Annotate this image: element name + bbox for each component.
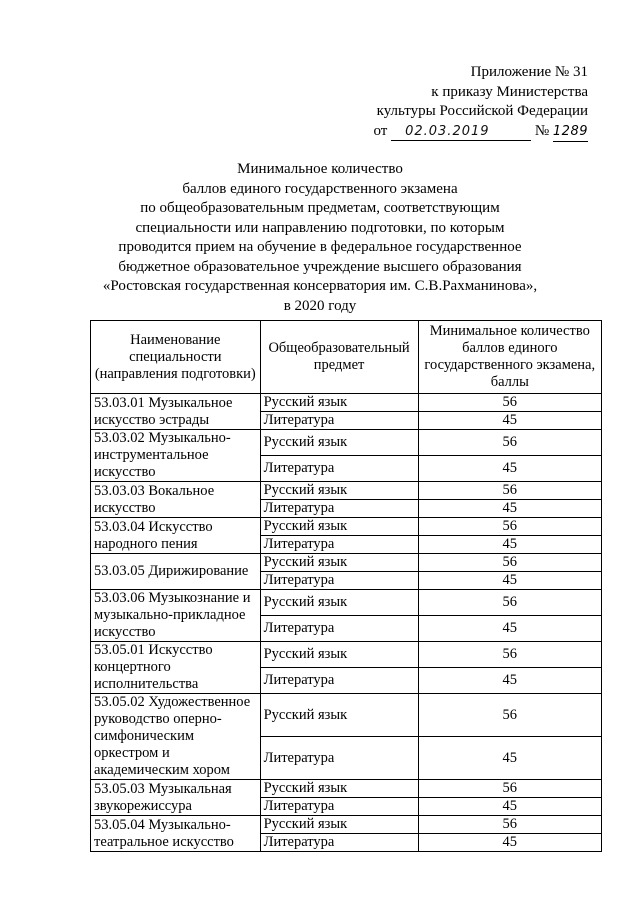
score-cell: 45 bbox=[418, 834, 601, 852]
document-title bbox=[80, 160, 560, 316]
title-line: специальности или направлению подготовки, по которым bbox=[135, 219, 505, 236]
score-cell: 56 bbox=[418, 642, 601, 668]
table-row bbox=[91, 590, 602, 616]
score-cell: 45 bbox=[418, 456, 601, 482]
subject-cell: Литература bbox=[260, 834, 418, 852]
score-cell: 56 bbox=[418, 816, 601, 834]
score-cell: 56 bbox=[418, 394, 601, 412]
subject-cell: Русский язык bbox=[260, 816, 418, 834]
specialty-cell: 53.03.05 Дирижирование bbox=[91, 554, 261, 590]
specialty-cell: 53.03.04 Искусство народного пения bbox=[91, 518, 261, 554]
subject-cell: Литература bbox=[260, 412, 418, 430]
score-cell: 56 bbox=[418, 482, 601, 500]
table-row bbox=[91, 642, 602, 668]
score-cell: 56 bbox=[418, 518, 601, 536]
score-cell: 45 bbox=[418, 572, 601, 590]
scores-table bbox=[90, 320, 602, 852]
score-cell: 45 bbox=[418, 536, 601, 554]
header-specialty: Наименование специальности (направления подготовки) bbox=[91, 321, 261, 394]
score-cell: 45 bbox=[418, 798, 601, 816]
title-line: «Ростовская государственная консерватория им. С.В.Рахманинова», bbox=[102, 278, 538, 294]
subject-cell: Литература bbox=[260, 616, 418, 642]
table-row bbox=[91, 554, 602, 572]
table-row bbox=[91, 518, 602, 536]
score-cell: 45 bbox=[418, 668, 601, 694]
title-line: бюджетное образовательное учреждение высшего образования bbox=[118, 258, 522, 275]
table-header-row bbox=[91, 321, 602, 394]
subject-cell: Русский язык bbox=[260, 518, 418, 536]
specialty-cell: 53.05.03 Музыкальная звукорежиссура bbox=[91, 780, 261, 816]
appendix-date-number bbox=[373, 122, 588, 142]
subject-cell: Литература bbox=[260, 798, 418, 816]
subject-cell: Русский язык bbox=[260, 780, 418, 798]
specialty-cell: 53.03.06 Музыкознание и музыкально-прикладное искусство bbox=[91, 590, 261, 642]
from-label: от bbox=[373, 122, 388, 139]
score-cell: 45 bbox=[418, 412, 601, 430]
subject-cell: Русский язык bbox=[260, 394, 418, 412]
header-subject: Общеобразовательный предмет bbox=[260, 321, 418, 394]
subject-cell: Русский язык bbox=[260, 430, 418, 456]
number-label: № bbox=[534, 122, 550, 139]
specialty-cell: 53.05.02 Художественное руководство оперно-симфоническим оркестром и академическим хором bbox=[91, 694, 261, 780]
table-row bbox=[91, 430, 602, 456]
score-cell: 45 bbox=[418, 737, 601, 780]
score-cell: 56 bbox=[418, 430, 601, 456]
score-cell: 45 bbox=[418, 616, 601, 642]
title-line: по общеобразовательным предметам, соответствующим bbox=[140, 200, 500, 216]
table-row bbox=[91, 816, 602, 834]
appendix-header bbox=[373, 63, 588, 142]
specialty-cell: 53.03.02 Музыкально-инструментальное искусство bbox=[91, 430, 261, 482]
subject-cell: Литература bbox=[260, 456, 418, 482]
subject-cell: Русский язык bbox=[260, 590, 418, 616]
score-cell: 56 bbox=[418, 590, 601, 616]
score-cell: 56 bbox=[418, 694, 601, 737]
title-line: проводится прием на обучение в федеральное государственное bbox=[118, 239, 522, 255]
specialty-cell: 53.05.01 Искусство концертного исполнительства bbox=[91, 642, 261, 694]
subject-cell: Литература bbox=[260, 500, 418, 518]
table-row bbox=[91, 482, 602, 500]
specialty-cell: 53.05.04 Музыкально-театральное искусство bbox=[91, 816, 261, 852]
handwritten-date: 02.03.2019 bbox=[391, 124, 531, 141]
table-row bbox=[91, 694, 602, 737]
table-row bbox=[91, 780, 602, 798]
title-line: Минимальное количество bbox=[237, 161, 403, 177]
subject-cell: Литература bbox=[260, 572, 418, 590]
handwritten-number: 1289 bbox=[553, 124, 588, 142]
table-body bbox=[91, 394, 602, 852]
subject-cell: Литература bbox=[260, 737, 418, 780]
header-score: Минимальное количество баллов единого государственного экзамена, баллы bbox=[418, 321, 601, 394]
specialty-cell: 53.03.01 Музыкальное искусство эстрады bbox=[91, 394, 261, 430]
score-cell: 56 bbox=[418, 780, 601, 798]
table-row bbox=[91, 394, 602, 412]
subject-cell: Русский язык bbox=[260, 694, 418, 737]
title-line: в 2020 году bbox=[283, 297, 357, 314]
appendix-order-ref: к приказу Министерства bbox=[431, 83, 588, 100]
subject-cell: Литература bbox=[260, 668, 418, 694]
appendix-ministry: культуры Российской Федерации bbox=[376, 103, 588, 119]
specialty-cell: 53.03.03 Вокальное искусство bbox=[91, 482, 261, 518]
score-cell: 56 bbox=[418, 554, 601, 572]
title-line: баллов единого государственного экзамена bbox=[182, 180, 458, 197]
subject-cell: Литература bbox=[260, 536, 418, 554]
appendix-title: Приложение № 31 bbox=[470, 64, 588, 80]
subject-cell: Русский язык bbox=[260, 554, 418, 572]
score-cell: 45 bbox=[418, 500, 601, 518]
subject-cell: Русский язык bbox=[260, 642, 418, 668]
subject-cell: Русский язык bbox=[260, 482, 418, 500]
